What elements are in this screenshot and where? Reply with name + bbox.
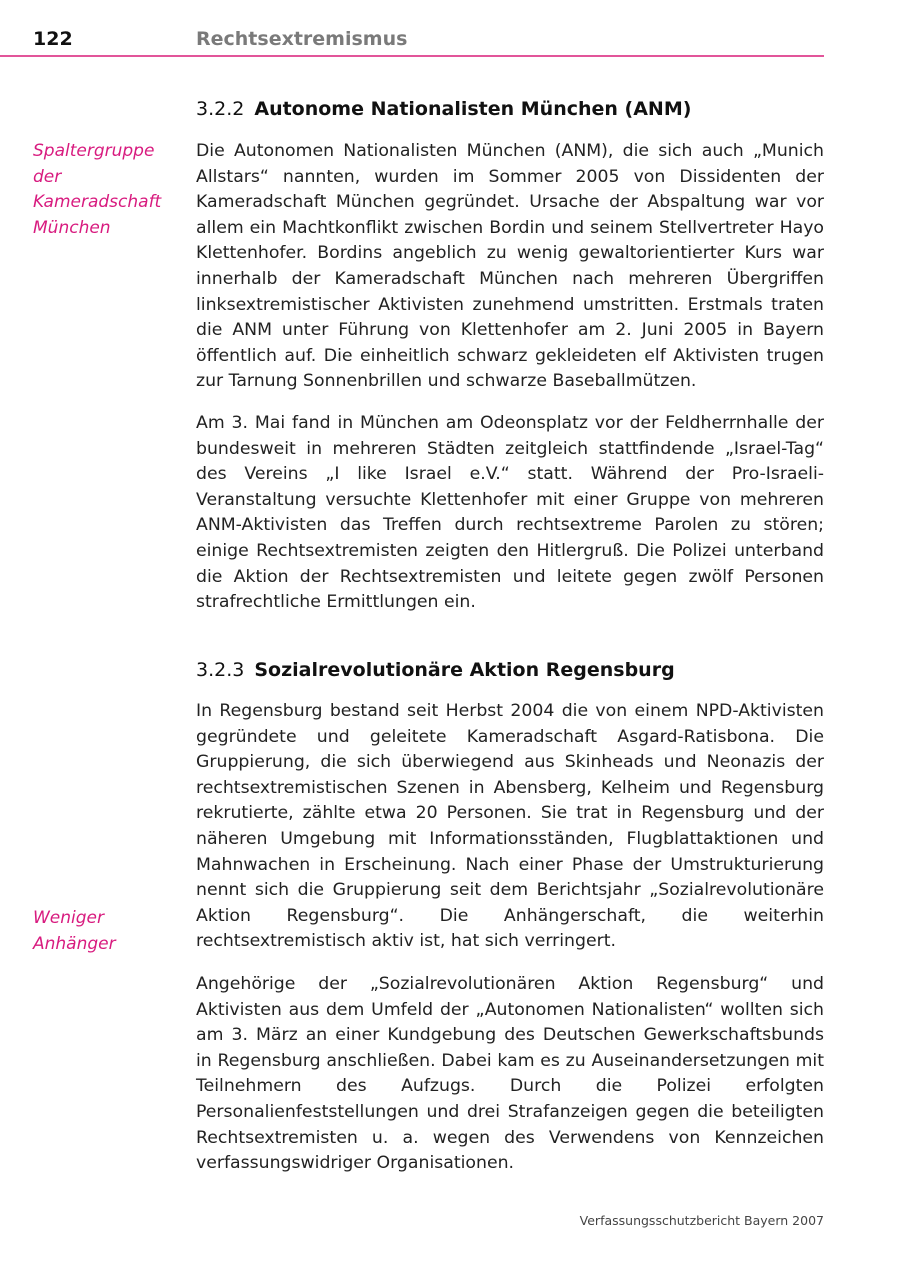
- page-footer: Verfassungsschutzbericht Bayern 2007: [579, 1213, 824, 1228]
- running-title: Rechtsextremismus: [196, 28, 408, 50]
- section-title: Autonome Nationalisten München (ANM): [254, 98, 692, 120]
- paragraph: Am 3. Mai fand in München am Odeonsplatz vor der Feldherrnhalle der bundesweit in mehreren Städten zeitgleich stattfindende „Israel-Tag“ des Vereins „I like Israel e.V.“ statt. Während der Pro-Israeli-Veranstaltung versuchte Klettenhofer mit einer Gruppe von mehreren ANM-Aktivisten das Treffen durch rechtsextreme Parolen zu stören; einige Rechtsextremisten zeigten den Hitlergruß. Die Polizei unterband die Aktion der Rechtsextremisten und leitete gegen zwölf Personen strafrechtliche Ermittlungen ein.: [196, 413, 824, 613]
- paragraph: Die Autonomen Nationalisten München (ANM), die sich auch „Munich Allstars“ nannten, wurden im Sommer 2005 von Dissidenten der Kameradschaft München gegründet. Ursache der Abspaltung war vor allem ein Machtkonflikt zwischen Bordin und seinem Stellvertreter Hayo Klettenhofer. Bordins angeblich zu wenig gewaltorientierter Kurs war innerhalb der Kameradschaft München nach mehreren Übergriffen linksextremistischer Aktivisten zunehmend umstritten. Erstmals traten die ANM unter Führung von Klettenhofer am 2. Juni 2005 in Bayern öffentlich auf. Die einheitlich schwarz gekleideten elf Aktivisten trugen zur Tarnung Sonnenbrillen und schwarze Baseballmützen.: [196, 141, 824, 392]
- paragraph: Angehörige der „Sozialrevolutionären Aktion Regensburg“ und Aktivisten aus dem Umfeld der „Autonomen Nationalisten“ wollten sich am 3. März an einer Kundgebung des Deutschen Gewerkschaftsbunds in Regensburg anschließen. Dabei kam es zu Auseinandersetzungen mit Teilnehmern des Aufzugs. Durch die Polizei erfolgten Personalienfeststellungen und drei Strafanzeigen gegen die beteiligten Rechtsextremisten u. a. wegen des Verwendens von Kennzeichen verfassungswidriger Organisationen.: [196, 974, 824, 1174]
- margin-note: Spaltergruppe der Kameradschaft München: [33, 141, 162, 238]
- section-heading-3-2-2: [196, 98, 691, 120]
- section-heading-3-2-3: [196, 659, 675, 681]
- paragraph: In Regensburg bestand seit Herbst 2004 die von einem NPD-Aktivisten gegründete und geleitete Kameradschaft Asgard-Ratisbona. Die Gruppierung, die sich überwiegend aus Skinheads und Neonazis der rechtsextremistischen Szenen in Abensberg, Kelheim und Regensburg rekrutierte, zählte etwa 20 Personen. Sie trat in Regensburg und der näheren Umgebung mit Informationsständen, Flugblattaktionen und Mahnwachen in Erscheinung. Nach einer Phase der Umstrukturierung nennt sich die Gruppierung seit dem Berichtsjahr „Sozialrevolutionäre Aktion Regensburg“. Die Anhängerschaft, die weiterhin rechtsextremistisch aktiv ist, hat sich verringert.: [196, 701, 824, 952]
- header-rule: [0, 55, 824, 57]
- section-title: Sozialrevolutionäre Aktion Regensburg: [254, 659, 675, 681]
- margin-note: Weniger Anhänger: [33, 908, 116, 954]
- section-number: 3.2.3: [196, 659, 245, 681]
- section-number: 3.2.2: [196, 98, 245, 120]
- page-number: 122: [33, 28, 73, 50]
